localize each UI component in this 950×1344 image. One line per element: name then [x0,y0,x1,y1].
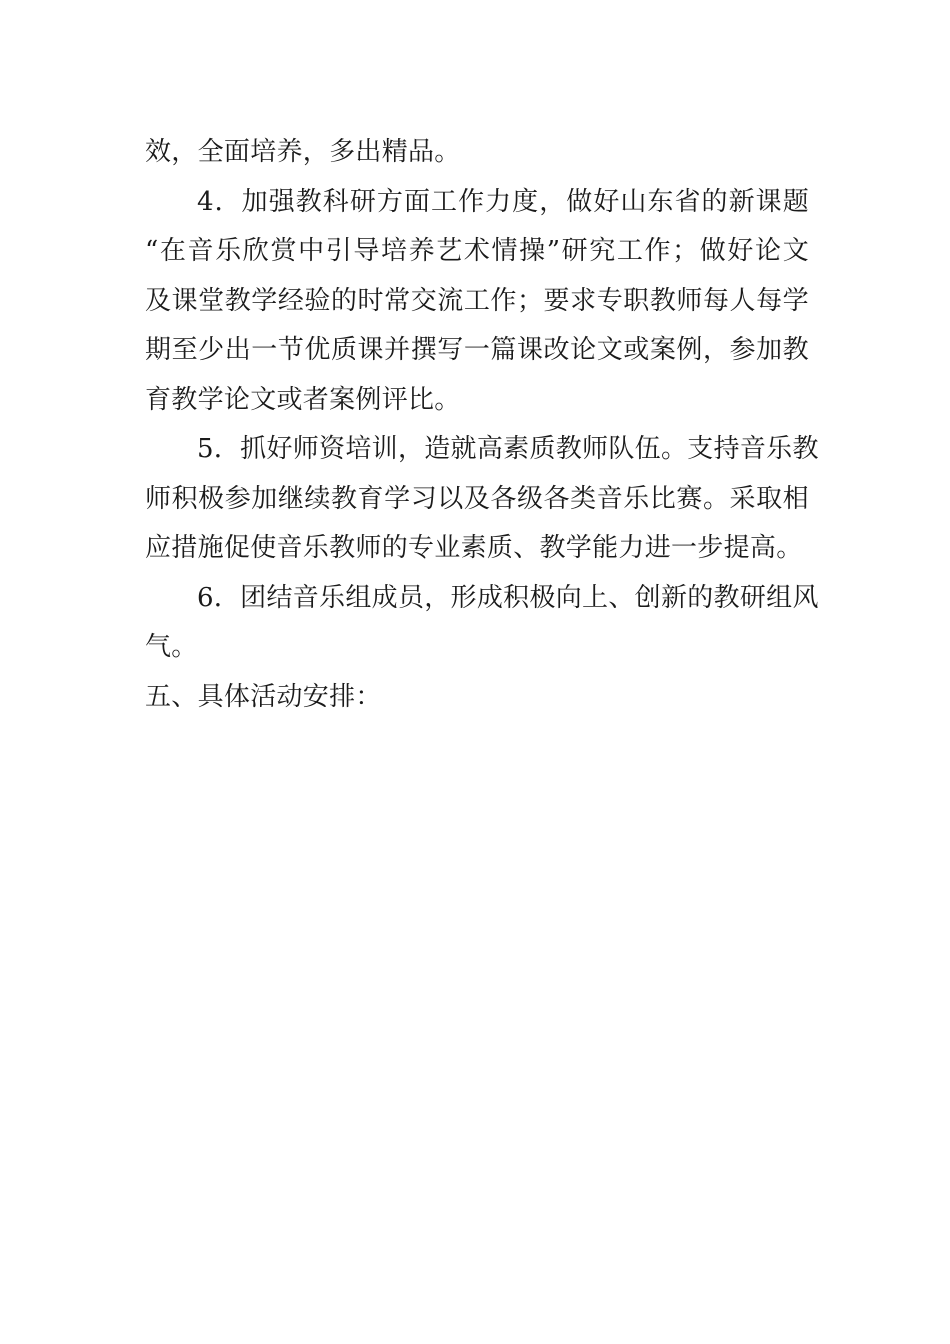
text-line: 6．团结音乐组成员，形成积极向上、创新的教研组风 [197,582,819,613]
text-line: 应措施促使音乐教师的专业素质、教学能力进一步提高。 [145,533,803,563]
text-line: 气。 [145,632,198,662]
document-body [145,128,819,722]
text-line: 效，全面培养，多出精品。 [145,137,461,167]
section-heading [145,673,809,723]
text-line: 育教学论文或者案例评比。 [145,384,461,415]
text-line: 师积极参加继续教育学习以及各级各类音乐比赛。采取相 [145,483,809,514]
paragraph-item-4 [145,178,809,426]
text-line: 及课堂教学经验的时常交流工作；要求专职教师每人每学 [145,285,809,316]
paragraph-item-5 [145,425,819,574]
heading-text: 五、具体活动安排： [145,681,382,712]
text-line: 4．加强教科研方面工作力度，做好山东省的新课题 [197,186,809,217]
paragraph-continuation [145,128,809,178]
paragraph-item-6 [145,574,819,673]
text-line: 5．抓好师资培训，造就高素质教师队伍。支持音乐教 [197,434,819,464]
text-line: “在音乐欣赏中引导培养艺术情操”研究工作；做好论文 [145,236,809,266]
text-line: 期至少出一节优质课并撰写一篇课改论文或案例，参加教 [145,335,809,365]
